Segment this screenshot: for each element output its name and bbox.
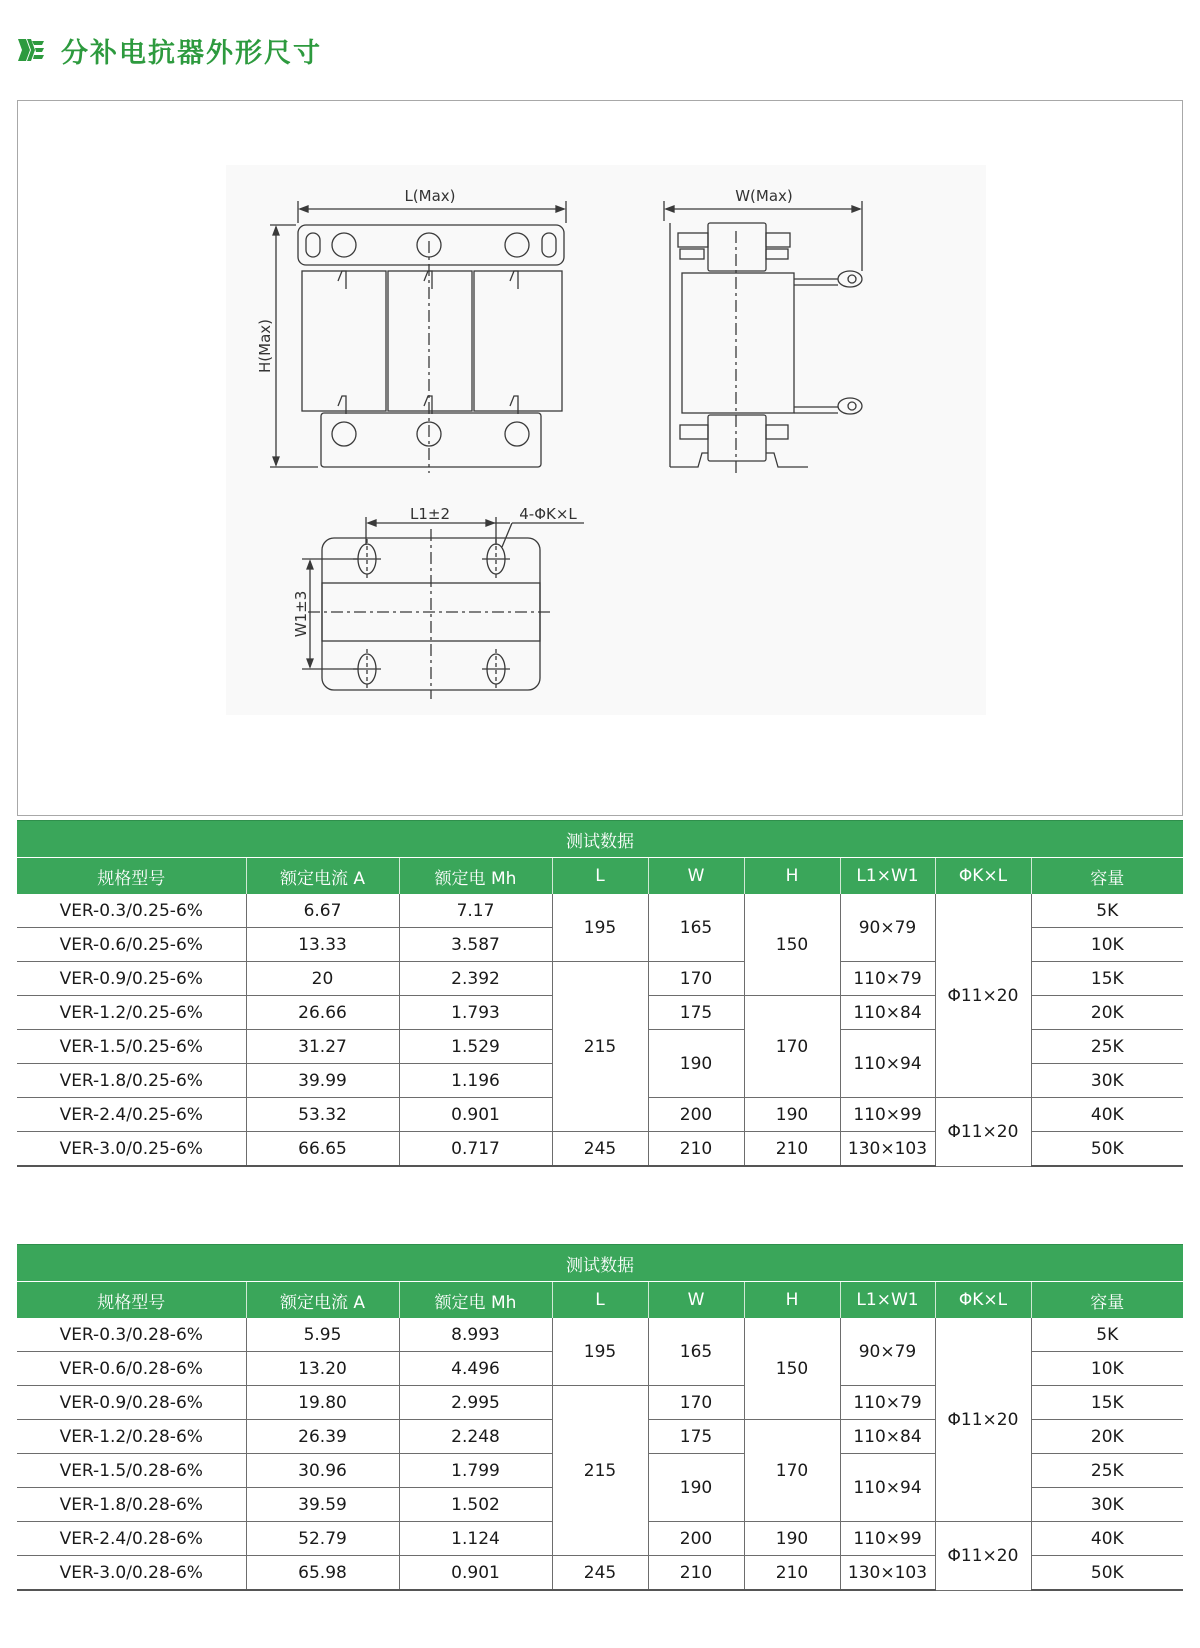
- col-header-current: 额定电流 A: [246, 858, 399, 895]
- current-cell: 53.32: [246, 1098, 399, 1132]
- w-cell: 210: [648, 1556, 744, 1591]
- current-cell: 19.80: [246, 1386, 399, 1420]
- inductance-cell: 4.496: [399, 1352, 552, 1386]
- col-header-inductance: 额定电 Mh: [399, 858, 552, 895]
- current-cell: 5.95: [246, 1318, 399, 1352]
- inductance-cell: 0.901: [399, 1556, 552, 1591]
- capacity-cell: 50K: [1031, 1132, 1183, 1167]
- col-header-l1w1: L1×W1: [840, 1282, 935, 1319]
- col-header-capacity: 容量: [1031, 1282, 1183, 1319]
- current-cell: 26.66: [246, 996, 399, 1030]
- label-l1: L1±2: [409, 505, 451, 523]
- l-cell: 195: [552, 1318, 648, 1386]
- capacity-cell: 15K: [1031, 962, 1183, 996]
- model-cell: VER-2.4/0.25-6%: [17, 1098, 246, 1132]
- w-cell: 170: [648, 1386, 744, 1420]
- current-cell: 65.98: [246, 1556, 399, 1591]
- l1w1-cell: 110×94: [840, 1030, 935, 1098]
- current-cell: 20: [246, 962, 399, 996]
- model-cell: VER-2.4/0.28-6%: [17, 1522, 246, 1556]
- model-cell: VER-0.6/0.25-6%: [17, 928, 246, 962]
- capacity-cell: 25K: [1031, 1030, 1183, 1064]
- label-w1: W1±3: [292, 590, 310, 638]
- l1w1-cell: 90×79: [840, 894, 935, 962]
- col-header-holes: ΦK×L: [935, 1282, 1031, 1319]
- capacity-cell: 30K: [1031, 1064, 1183, 1098]
- col-header-l1w1: L1×W1: [840, 858, 935, 895]
- h-cell: 210: [744, 1556, 840, 1591]
- model-cell: VER-3.0/0.28-6%: [17, 1556, 246, 1591]
- col-header-h: H: [744, 858, 840, 895]
- l1w1-cell: 110×79: [840, 962, 935, 996]
- l1w1-cell: 110×99: [840, 1098, 935, 1132]
- model-cell: VER-1.5/0.25-6%: [17, 1030, 246, 1064]
- capacity-cell: 5K: [1031, 894, 1183, 928]
- capacity-cell: 20K: [1031, 996, 1183, 1030]
- l-cell: 245: [552, 1132, 648, 1167]
- col-header-inductance: 额定电 Mh: [399, 1282, 552, 1319]
- label-holes: 4-ΦK×L: [519, 505, 577, 523]
- col-header-l: L: [552, 858, 648, 895]
- l-cell: 215: [552, 1386, 648, 1556]
- l1w1-cell: 110×84: [840, 1420, 935, 1454]
- w-cell: 190: [648, 1030, 744, 1098]
- inductance-cell: 1.502: [399, 1488, 552, 1522]
- col-header-w: W: [648, 858, 744, 895]
- inductance-cell: 2.248: [399, 1420, 552, 1454]
- h-cell: 210: [744, 1132, 840, 1167]
- page-header: [17, 30, 322, 70]
- page-title: 分补电抗器外形尺寸: [61, 37, 322, 69]
- l1w1-cell: 110×79: [840, 1386, 935, 1420]
- h-cell: 170: [744, 1420, 840, 1522]
- model-cell: VER-1.5/0.28-6%: [17, 1454, 246, 1488]
- col-header-w: W: [648, 1282, 744, 1319]
- current-cell: 52.79: [246, 1522, 399, 1556]
- l1w1-cell: 130×103: [840, 1556, 935, 1591]
- inductance-cell: 2.995: [399, 1386, 552, 1420]
- model-cell: VER-0.9/0.25-6%: [17, 962, 246, 996]
- model-cell: VER-1.8/0.25-6%: [17, 1064, 246, 1098]
- l-cell: 195: [552, 894, 648, 962]
- model-cell: VER-1.2/0.25-6%: [17, 996, 246, 1030]
- inductance-cell: 1.799: [399, 1454, 552, 1488]
- current-cell: 30.96: [246, 1454, 399, 1488]
- model-cell: VER-0.3/0.25-6%: [17, 894, 246, 928]
- spec-table-025: [17, 820, 1183, 1167]
- model-cell: VER-1.2/0.28-6%: [17, 1420, 246, 1454]
- capacity-cell: 30K: [1031, 1488, 1183, 1522]
- l1w1-cell: 90×79: [840, 1318, 935, 1386]
- l1w1-cell: 110×84: [840, 996, 935, 1030]
- w-cell: 165: [648, 1318, 744, 1386]
- model-cell: VER-0.9/0.28-6%: [17, 1386, 246, 1420]
- table-row: [17, 894, 1183, 928]
- current-cell: 26.39: [246, 1420, 399, 1454]
- reactor-outline-diagram: [18, 101, 1182, 815]
- col-header-model: 规格型号: [17, 858, 246, 895]
- current-cell: 39.59: [246, 1488, 399, 1522]
- spec-table-028: [17, 1244, 1183, 1591]
- inductance-cell: 1.793: [399, 996, 552, 1030]
- dimension-drawing: [17, 100, 1183, 816]
- table-row: [17, 1318, 1183, 1352]
- col-header-current: 额定电流 A: [246, 1282, 399, 1319]
- inductance-cell: 3.587: [399, 928, 552, 962]
- w-cell: 175: [648, 996, 744, 1030]
- w-cell: 200: [648, 1098, 744, 1132]
- l1w1-cell: 130×103: [840, 1132, 935, 1167]
- h-cell: 150: [744, 894, 840, 996]
- inductance-cell: 8.993: [399, 1318, 552, 1352]
- label-l-max: L(Max): [404, 187, 456, 205]
- capacity-cell: 40K: [1031, 1098, 1183, 1132]
- current-cell: 39.99: [246, 1064, 399, 1098]
- col-header-holes: ΦK×L: [935, 858, 1031, 895]
- l-cell: 215: [552, 962, 648, 1132]
- holes-cell: Φ11×20: [935, 1318, 1031, 1522]
- w-cell: 175: [648, 1420, 744, 1454]
- w-cell: 210: [648, 1132, 744, 1167]
- col-header-l: L: [552, 1282, 648, 1319]
- capacity-cell: 25K: [1031, 1454, 1183, 1488]
- col-header-h: H: [744, 1282, 840, 1319]
- current-cell: 66.65: [246, 1132, 399, 1167]
- h-cell: 190: [744, 1098, 840, 1132]
- l1w1-cell: 110×99: [840, 1522, 935, 1556]
- l-cell: 245: [552, 1556, 648, 1591]
- holes-cell: Φ11×20: [935, 1522, 1031, 1591]
- w-cell: 170: [648, 962, 744, 996]
- h-cell: 170: [744, 996, 840, 1098]
- current-cell: 6.67: [246, 894, 399, 928]
- table-caption: 测试数据: [17, 821, 1183, 858]
- model-cell: VER-1.8/0.28-6%: [17, 1488, 246, 1522]
- model-cell: VER-0.6/0.28-6%: [17, 1352, 246, 1386]
- capacity-cell: 40K: [1031, 1522, 1183, 1556]
- inductance-cell: 1.124: [399, 1522, 552, 1556]
- h-cell: 150: [744, 1318, 840, 1420]
- current-cell: 13.33: [246, 928, 399, 962]
- capacity-cell: 15K: [1031, 1386, 1183, 1420]
- w-cell: 200: [648, 1522, 744, 1556]
- label-w-max: W(Max): [735, 187, 793, 205]
- holes-cell: Φ11×20: [935, 894, 1031, 1098]
- col-header-capacity: 容量: [1031, 858, 1183, 895]
- capacity-cell: 10K: [1031, 1352, 1183, 1386]
- capacity-cell: 50K: [1031, 1556, 1183, 1591]
- inductance-cell: 2.392: [399, 962, 552, 996]
- capacity-cell: 10K: [1031, 928, 1183, 962]
- w-cell: 190: [648, 1454, 744, 1522]
- table-caption: 测试数据: [17, 1245, 1183, 1282]
- inductance-cell: 0.901: [399, 1098, 552, 1132]
- current-cell: 13.20: [246, 1352, 399, 1386]
- holes-cell: Φ11×20: [935, 1098, 1031, 1167]
- w-cell: 165: [648, 894, 744, 962]
- inductance-cell: 1.529: [399, 1030, 552, 1064]
- capacity-cell: 20K: [1031, 1420, 1183, 1454]
- col-header-model: 规格型号: [17, 1282, 246, 1319]
- current-cell: 31.27: [246, 1030, 399, 1064]
- inductance-cell: 1.196: [399, 1064, 552, 1098]
- l1w1-cell: 110×94: [840, 1454, 935, 1522]
- brand-logo-icon: [17, 36, 45, 64]
- inductance-cell: 0.717: [399, 1132, 552, 1167]
- model-cell: VER-3.0/0.25-6%: [17, 1132, 246, 1167]
- capacity-cell: 5K: [1031, 1318, 1183, 1352]
- inductance-cell: 7.17: [399, 894, 552, 928]
- label-h-max: H(Max): [256, 319, 274, 373]
- model-cell: VER-0.3/0.28-6%: [17, 1318, 246, 1352]
- h-cell: 190: [744, 1522, 840, 1556]
